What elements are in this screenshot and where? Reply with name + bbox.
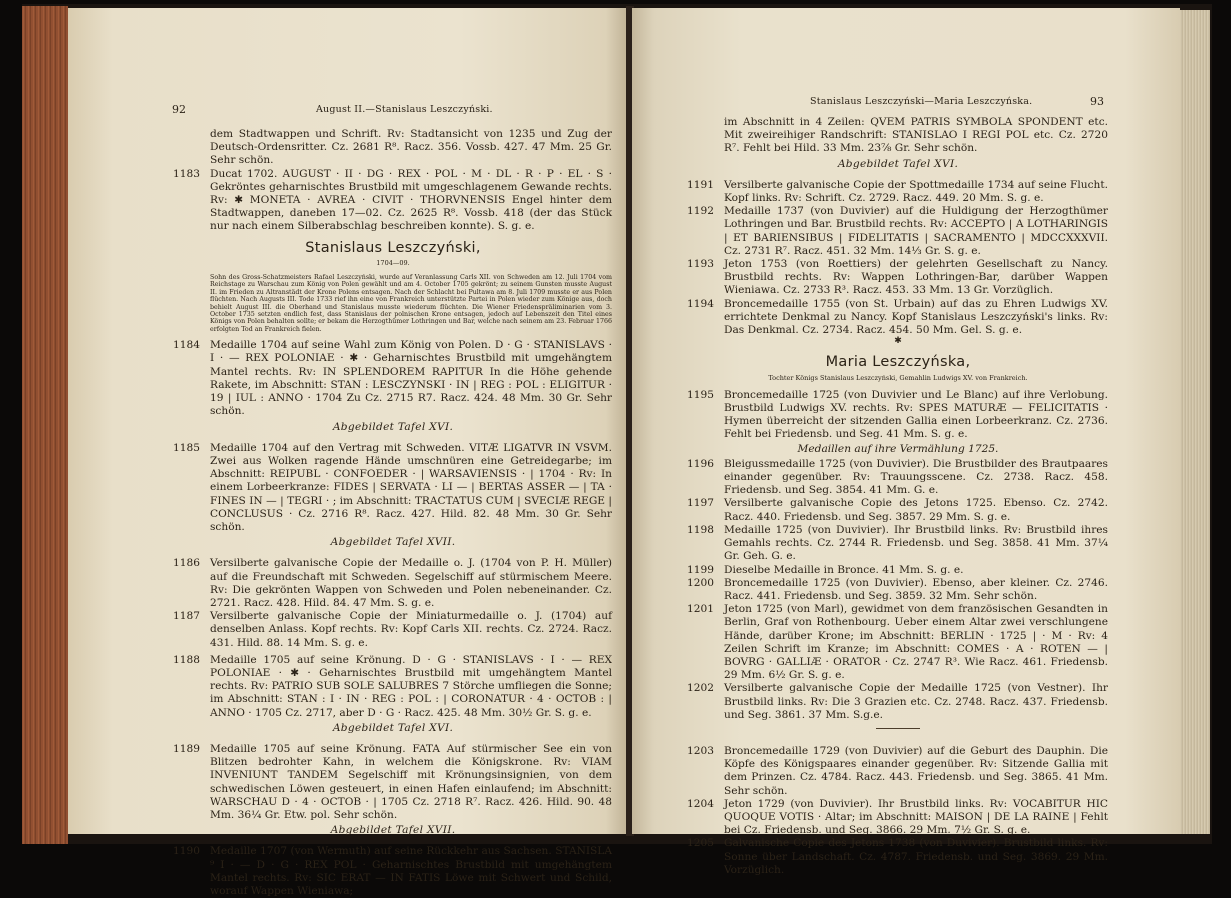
entry-text: Jeton 1753 (von Roettiers) der gelehrten Gesellschaft zu Nancy. Brustbild rechts. Rv: Wappen Lothringen-Bar, darüber Wappen Wieniawa. Cz. 2733 R³. Racz. 453. 33 Mm. 13 Gr. Vorzüglich. bbox=[724, 258, 1108, 297]
catalog-entry bbox=[688, 389, 1108, 442]
entry-text: Broncemedaille 1729 (von Duvivier) auf die Geburt des Dauphin. Die Köpfe des Königspaares einander gegenüber. Rv: Sitzende Gallia mit dem Prinzen. Cz. 4784. Racz. 443. Friedensb. und Seg. 3865. 41 Mm. Sehr schön. bbox=[724, 744, 1108, 797]
entry-number: 1202 bbox=[687, 682, 714, 695]
entry-number: 1189 bbox=[173, 742, 200, 755]
entry-text: Medaille 1737 (von Duvivier) auf die Huldigung der Herzogthümer Lothringen und Bar. Brustbild rechts. Rv: ACCEPTO | A LOTHARINGIS | ET BARIENSIBUS | FIDELITATIS | SACRAMENTO | MDCCXXXVII. Cz. 2731 R⁷. Racz. 451. 32 Mm. 14⅓ Gr. S. g. e. bbox=[724, 205, 1108, 257]
catalog-entry bbox=[688, 497, 1108, 523]
catalog-entry bbox=[174, 339, 612, 418]
catalog-entry bbox=[688, 458, 1108, 498]
section-dates: 1704—09. bbox=[376, 258, 410, 267]
entry-text: Broncemedaille 1755 (von St. Urbain) auf das zu Ehren Ludwigs XV. errichtete Denkmal zu Nancy. Kopf Stanislaus Leszczyński's links. Rv: Das Denkmal. Cz. 2734. Racz. 454. 50 Mm. Gel. S. g. e. bbox=[724, 297, 1108, 337]
running-head-left: August II.—Stanislaus Leszczyński. bbox=[316, 104, 493, 115]
right-page-edges bbox=[1180, 10, 1210, 834]
catalog-entry bbox=[174, 845, 612, 898]
catalog-entry bbox=[688, 837, 1108, 877]
catalog-entry bbox=[174, 654, 612, 720]
entry-text: Medaille 1705 auf seine Krönung. FATA Auf stürmischer See ein von Blitzen bedrohter Kahn, in welchem die Königskrone. Rv: VIAM INVENIUNT TANDEM Segelschiff mit Krönungsinsignien, von dem schwedischen Löwen gesteuert, in einen Hafen einlaufend; im Abschnitt: WARSCHAU D · 4 · OCTOB · | 1705 Cz. 2718 R⁷. Racz. 426. Hild. 90. 48 Mm. 36¼ Gr. Etw. pol. Sehr schön. bbox=[210, 742, 612, 821]
section-divider bbox=[876, 728, 920, 729]
catalog-entry bbox=[688, 564, 1108, 577]
continuation-text: im Abschnitt in 4 Zeilen: QVEM PATRIS SYMBOLA SPONDENT etc. Mit zweireihiger Randschrift: STANISLAO I REGI POL etc. Cz. 2720 R⁷. Fehlt bei Hild. 33 Mm. 23⅞ Gr. Sehr schön. bbox=[724, 116, 1108, 155]
section-subtitle: Tochter Königs Stanislaus Leszczyński, Gemahlin Ludwigs XV. von Frankreich. bbox=[768, 373, 1028, 382]
entry-text: Jeton 1725 (von Marl), gewidmet von dem französischen Gesandten in Berlin, Graf von Rothenbourg. Ueber einem Altar zwei verschlungene Hände, darüber Krone; im Abschnitt: BERLIN · 1725 | · M · Rv: 4 Zeilen Schrift im Kranze; im Abschnitt: COMES · A · ROTEN — | BOVRG · GALLIÆ · ORATOR · Cz. 2747 R³. Wie Racz. 461. Friedensb. 29 Mm. 6½ Gr. S. g. e. bbox=[724, 603, 1108, 682]
catalog-entry bbox=[174, 610, 612, 650]
section-title: Stanislaus Leszczyński, bbox=[305, 239, 481, 256]
page-number-right: 93 bbox=[1090, 95, 1104, 108]
entry-text: Medaille 1725 (von Duvivier). Ihr Brustbild links. Rv: Brustbild ihres Gemahls rechts. Cz. 2744 R. Friedensb. und Seg. 3858. 41 Mm. 37¼ Gr. Geh. G. e. bbox=[724, 523, 1108, 563]
section-title: Maria Leszczyńska, bbox=[825, 354, 971, 371]
entry-number: 1184 bbox=[173, 339, 200, 352]
catalog-entry bbox=[688, 524, 1108, 564]
entry-text: Versilberte galvanische Copie der Medaille o. J. (1704 von P. H. Müller) auf die Freundschaft mit Schweden. Segelschiff auf stürmischem Meere. Rv: Die gekrönten Wappen von Schweden und Polen nebeneinander. Cz. 2721. Racz. 428. Hild. 84. 47 Mm. S. g. e. bbox=[210, 557, 612, 609]
plate-reference: Abgebildet Tafel XVI. bbox=[332, 420, 454, 433]
entry-number: 1186 bbox=[173, 557, 200, 570]
catalog-entry bbox=[688, 603, 1108, 682]
entry-number: 1203 bbox=[687, 744, 714, 757]
entry-text: Broncemedaille 1725 (von Duvivier und Le Blanc) auf ihre Verlobung. Brustbild Ludwigs XV. rechts. Rv: SPES MATURÆ — FELICITATIS · Hymen überreicht der sitzenden Gallia einen Lorbeerkranz. Cz. 2736. Fehlt bei Friedensb. und Seg. 41 Mm. S. g. e. bbox=[724, 388, 1108, 441]
entry-number: 1193 bbox=[687, 258, 714, 271]
entry-number: 1195 bbox=[687, 388, 714, 401]
entry-number: 1205 bbox=[687, 837, 714, 850]
entry-text: Dieselbe Medaille in Bronce. 41 Mm. S. g. e. bbox=[724, 563, 964, 576]
entry-text: Broncemedaille 1725 (von Duvivier). Ebenso, aber kleiner. Cz. 2746. Racz. 441. Friedensb. und Seg. 3859. 32 Mm. Sehr schön. bbox=[724, 576, 1108, 602]
right-page bbox=[632, 8, 1180, 876]
entry-text: Versilberte galvanische Copie der Spottmedaille 1734 auf seine Flucht. Kopf links. Rv: Schrift. Cz. 2729. Racz. 449. 20 Mm. S. g. e. bbox=[724, 178, 1108, 205]
entry-number: 1192 bbox=[687, 205, 714, 218]
sub-heading: Medaillen auf ihre Vermählung 1725. bbox=[797, 442, 999, 455]
catalog-entry bbox=[174, 168, 612, 234]
star-ornament: ✱ bbox=[894, 336, 902, 347]
entry-text: Medaille 1704 auf den Vertrag mit Schweden. VITÆ LIGATVR IN VSVM. Zwei aus Wolken ragende Hände umschnüren eine Getreidegarbe; im Abschnitt: REIPUBL · CONFOEDER · | WARSAVIENSIS · | 1704 · Rv: In einem Lorbeerkranze: FIDES | SERVATA · LI — | BERTAS ASSER — | TA · FINES IN — | TEGRI · ; im Abschnitt: TRACTATUS CUM | SVECIÆ REGE | CONCLUSUS · Cz. 2716 R⁸. Racz. 427. Hild. 82. 48 Mm. 30 Gr. Sehr schön. bbox=[210, 441, 612, 533]
entry-text: Medaille 1705 auf seine Krönung. D · G · STANISLAVS · I · — REX POLONIAE · ✱ · Geharnischtes Brustbild mit umgehängtem Mantel rechts. Rv: PATRIO SUB SOLE SALUBRES 7 Störche umfliegen die Sonne; im Abschnitt: STAN : I · IN · REG : POL : | CORONATUR · 4 · OCTOB : | ANNO · 1705 Cz. 2717, aber D · G · Racz. 425. 48 Mm. 30½ Gr. S. g. e. bbox=[210, 653, 612, 719]
entry-text: Medaille 1704 auf seine Wahl zum König von Polen. D · G · STANISLAVS · I · — REX POLONIAE · ✱ · Geharnischtes Brustbild mit umgehängtem Mantel rechts. Rv: IN SPLENDOREM RAPITUR In die Höhe gehende Rakete, im Abschnitt: STAN : LESCZYNSKI · IN | REG : POL : ELIGITUR · 19 | IUL : ANNO · 1704 Zu Cz. 2715 R7. Racz. 424. 48 Mm. 30 Gr. Sehr schön. bbox=[210, 339, 612, 418]
entry-text: Jeton 1729 (von Duvivier). Ihr Brustbild links. Rv: VOCABITUR HIC QUOQUE VOTIS · Altar; im Abschnitt: MAISON | DE LA RAINE | Fehlt bei Cz. Friedensb. und Seg. 3866. 29 Mm. 7½ Gr. S. g. e. bbox=[724, 797, 1108, 837]
running-head-right: Stanislaus Leszczyński—Maria Leszczyńska. bbox=[810, 96, 1033, 107]
entry-number: 1196 bbox=[687, 457, 714, 470]
entry-number: 1183 bbox=[173, 167, 200, 180]
entry-number: 1197 bbox=[687, 497, 714, 510]
catalog-entry bbox=[688, 577, 1108, 603]
entry-number: 1190 bbox=[173, 845, 200, 858]
entry-text: Versilberte galvanische Copie des Jetons 1725. Ebenso. Cz. 2742. Racz. 440. Friedensb. und Seg. 3857. 29 Mm. S. g. e. bbox=[724, 497, 1108, 523]
plate-reference: Abgebildet Tafel XVI. bbox=[332, 721, 454, 734]
plate-reference: Abgebildet Tafel XVII. bbox=[330, 824, 456, 837]
catalog-entry bbox=[688, 798, 1108, 838]
catalog-entry bbox=[688, 745, 1108, 798]
catalog-entry bbox=[688, 258, 1108, 298]
entry-number: 1199 bbox=[687, 563, 714, 576]
continuation-text: dem Stadtwappen und Schrift. Rv: Stadtansicht von 1235 und Zug der Deutsch-Ordensritter. Cz. 2681 R⁸. Racz. 356. Vossb. 427. 47 Mm. 25 Gr. Sehr schön. bbox=[210, 128, 612, 167]
catalog-entry bbox=[688, 205, 1108, 258]
entry-text: Bleigussmedaille 1725 (von Duvivier). Die Brustbilder des Brautpaares einander gegenüber. Rv: Trauungsscene. Cz. 2738. Racz. 458. Friedensb. und Seg. 3854. 41 Mm. G. e. bbox=[724, 457, 1108, 497]
page-number-left: 92 bbox=[172, 103, 186, 116]
catalog-entry bbox=[688, 682, 1108, 722]
catalog-entry bbox=[688, 298, 1108, 338]
entry-text: Galvanische Copie des Jetons 1738 (von Duvivier). Brustbild links. Rv: Sonne über Landschaft. Cz. 4787. Friedensb. und Seg. 3869. 29 Mm. Vorzüglich. bbox=[724, 837, 1108, 876]
entry-text: Ducat 1702. AUGUST · II · DG · REX · POL · M · DL · R · P · EL · S · Gekröntes geharnischtes Brustbild mit umgeschlagenem Gewande rechts. Rv: ✱ MONETA · AVREA · CIVIT · THORVNENSIS Engel hinter dem Stadtwappen, daneben 17—02. Cz. 2625 R⁸. Vossb. 418 (der das Stück nur nach einem Silberabschlag beschreiben konnte). S. g. e. bbox=[210, 167, 612, 233]
entry-number: 1204 bbox=[687, 797, 714, 810]
entry-number: 1185 bbox=[173, 441, 200, 454]
plate-reference: Abgebildet Tafel XVII. bbox=[330, 536, 456, 549]
entry-text: Versilberte galvanische Copie der Medaille 1725 (von Vestner). Ihr Brustbild links. Rv: Die 3 Grazien etc. Cz. 2748. Racz. 437. Friedensb. und Seg. 3861. 37 Mm. S.g.e. bbox=[724, 682, 1108, 721]
entry-number: 1187 bbox=[173, 610, 200, 623]
catalog-entry bbox=[688, 179, 1108, 205]
catalog-entry bbox=[174, 557, 612, 610]
biography-text: Sohn des Gross-Schatzmeisters Rafael Leszczyński, wurde auf Veranlassung Carls XII. von Schweden am 12. Juli 1704 vom Reichstage zu Warschau zum König von Polen gewählt und am 4. October 1705 gekrönt; zu seinem Gunsten musste August II. im Frieden zu Altranstädt der Krone Polens entsagen. Nach der Schlacht bei Pultawa am 8. Juli 1709 musste er aus Polen flüchten. Nach Augusts III. Tode 1733 rief ihn eine von Frankreich unterstützte Partei in Polen wieder zum Könige aus, doch behielt August III. die Oberhand und Stanislaus musste wiederum flüchten. Die Wiener Friedenspräliminarien vom 3. October 1735 setzten endlich fest, dass Stanislaus der polnischen Krone entsagen, jedoch auf Lebenszeit den Titel eines Königs von Polen behalten sollte; er bekam die Herzogthümer Lothringen und Bar, welche nach seinem am 23. Februar 1766 erfolgten Tod an Frankreich fielen. bbox=[210, 274, 612, 333]
left-page bbox=[68, 8, 628, 897]
plate-reference: Abgebildet Tafel XVI. bbox=[837, 157, 959, 170]
left-page-body bbox=[174, 128, 612, 898]
entry-number: 1201 bbox=[687, 603, 714, 616]
catalog-entry bbox=[174, 442, 612, 534]
entry-number: 1194 bbox=[687, 297, 714, 310]
entry-text: Medaille 1707 (von Wermuth) auf seine Rückkehr aus Sachsen. STANISLA ⁹ I · — D · G · REX POL · Geharnischtes Brustbild mit umgehängtem Mantel rechts. Rv: SIC ERAT — IN FATIS Löwe mit Schwert und Schild, worauf Wappen Wieniawa; bbox=[210, 845, 612, 897]
right-page-body bbox=[688, 116, 1108, 877]
entry-number: 1198 bbox=[687, 523, 714, 536]
entry-number: 1188 bbox=[173, 653, 200, 666]
entry-number: 1200 bbox=[687, 576, 714, 589]
catalog-entry bbox=[174, 743, 612, 822]
left-page-edges bbox=[22, 6, 68, 844]
entry-number: 1191 bbox=[687, 178, 714, 191]
entry-text: Versilberte galvanische Copie der Miniaturmedaille o. J. (1704) auf denselben Anlass. Kopf rechts. Rv: Kopf Carls XII. rechts. Cz. 2724. Racz. 431. Hild. 88. 14 Mm. S. g. e. bbox=[210, 610, 612, 649]
